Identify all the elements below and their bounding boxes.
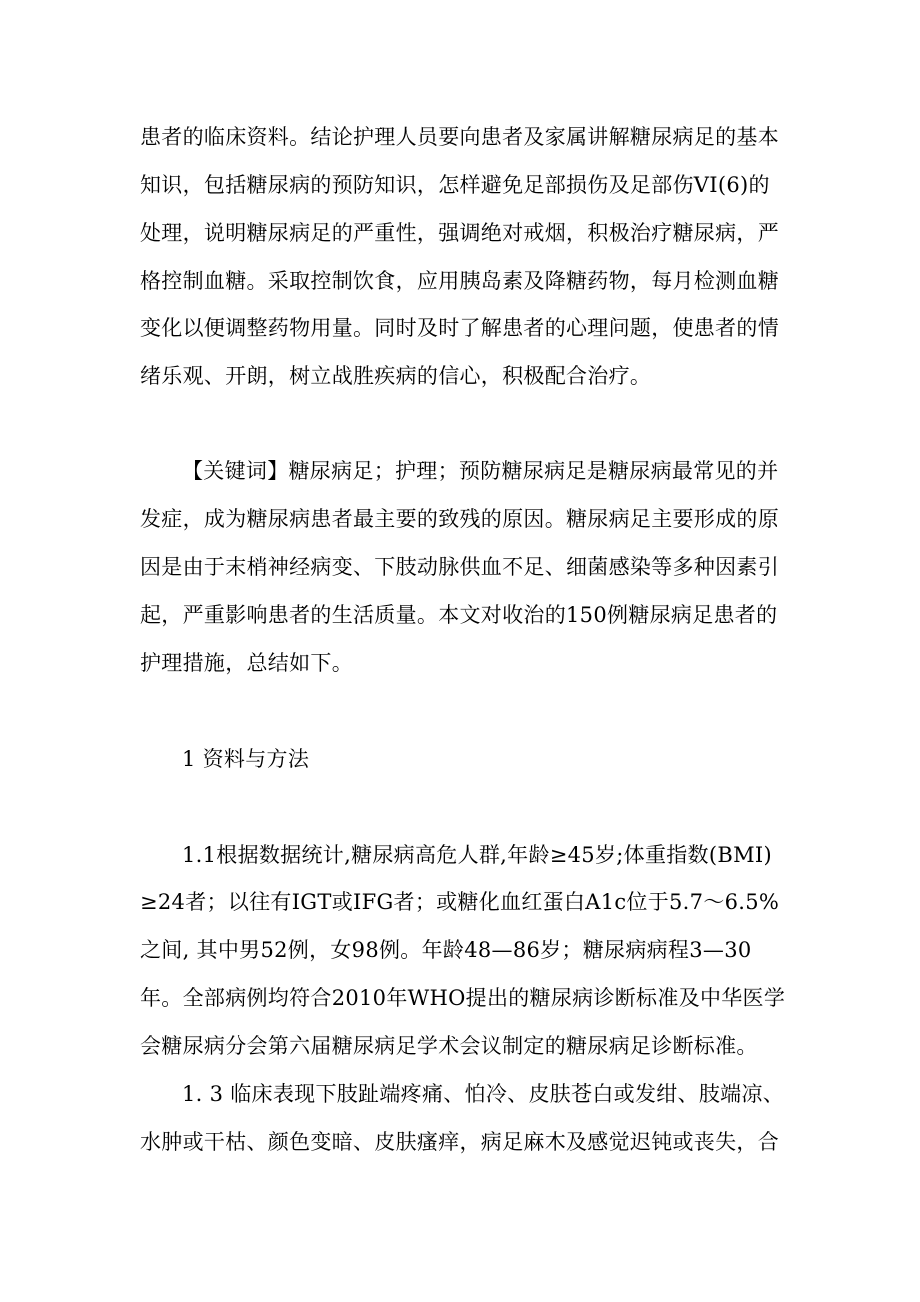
text-line: 知识，包括糖尿病的预防知识，怎样避免足部损伤及足部伤VI(6)的 — [140, 173, 770, 197]
text-line: 护理措施，总结如下。 — [140, 651, 353, 675]
text-line: 患者的临床资料。结论护理人员要向患者及家属讲解糖尿病足的基本 — [140, 125, 779, 149]
text-line: 会糖尿病分会第六届糖尿病足学术会议制定的糖尿病足诊断标准。 — [140, 1034, 758, 1058]
text-line: 处理，说明糖尿病足的严重性，强调绝对戒烟，积极治疗糖尿病，严 — [140, 221, 779, 245]
section-heading: 1 资料与方法 — [182, 747, 310, 771]
text-line: 绪乐观、开朗，树立战胜疾病的信心，积极配合治疗。 — [140, 364, 652, 388]
text-line: 变化以便调整药物用量。同时及时了解患者的心理问题，使患者的情 — [140, 316, 779, 340]
text-line: ≥24者；以往有IGT或IFG者；或糖化血红蛋白A1c位于5.7～6.5% — [140, 890, 780, 914]
text-line: 年。全部病例均符合2010年WHO提出的糖尿病诊断标准及中华医学 — [140, 986, 786, 1010]
text-line: 之间, 其中男52例，女98例。年龄48—86岁；糖尿病病程3—30 — [140, 938, 752, 962]
text-line: 发症，成为糖尿病患者最主要的致残的原因。糖尿病足主要形成的原 — [140, 507, 779, 531]
text-line: 1.1根据数据统计,糖尿病高危人群,年龄≥45岁;体重指数(BMI) — [182, 843, 772, 867]
text-line: 【关键词】糖尿病足；护理；预防糖尿病足是糖尿病最常见的并 — [182, 459, 779, 483]
text-line: 1. 3 临床表现下肢趾端疼痛、怕冷、皮肤苍白或发绀、肢端凉、 — [182, 1082, 785, 1106]
text-line: 起，严重影响患者的生活质量。本文对收治的150例糖尿病足患者的 — [140, 603, 778, 627]
text-line: 因是由于末梢神经病变、下肢动脉供血不足、细菌感染等多种因素引 — [140, 555, 779, 579]
text-line: 格控制血糖。采取控制饮食，应用胰岛素及降糖药物，每月检测血糖 — [140, 269, 779, 293]
text-line: 水肿或干枯、颜色变暗、皮肤瘙痒，病足麻木及感觉迟钝或丧失，合 — [140, 1130, 779, 1154]
